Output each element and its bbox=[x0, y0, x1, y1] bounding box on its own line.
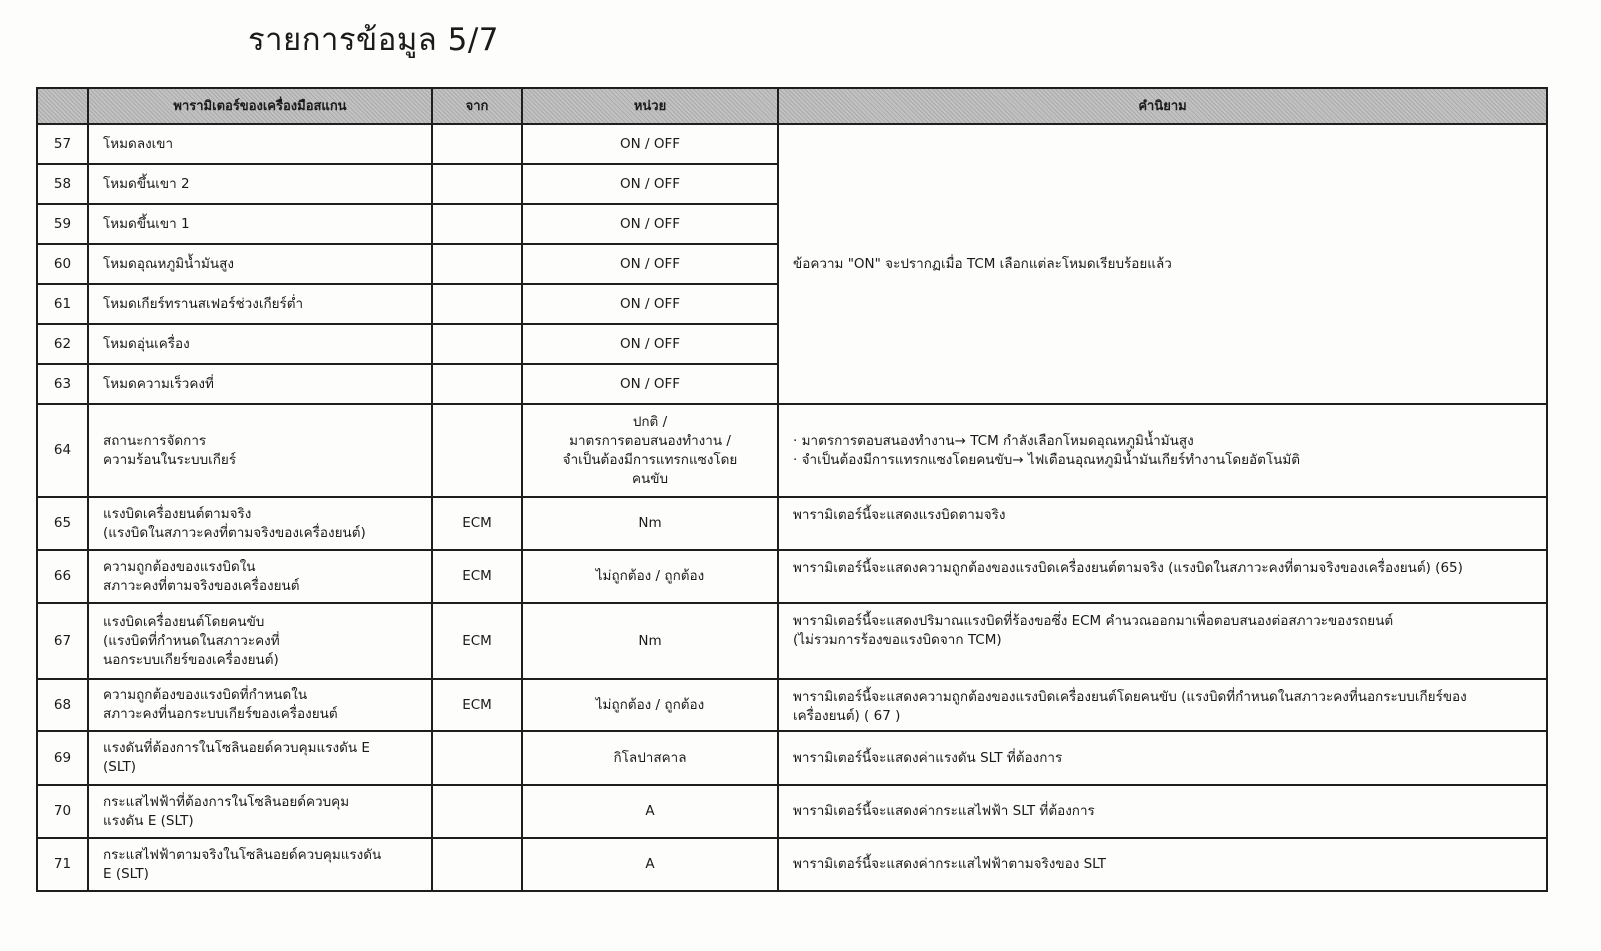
parameter-name bbox=[88, 204, 432, 244]
unit bbox=[522, 550, 778, 603]
parameter-name bbox=[88, 164, 432, 204]
text-line: ON / OFF bbox=[619, 175, 680, 192]
source: ECM bbox=[432, 550, 522, 603]
text-line: จำเป็นต้องมีการแทรกแซงโดย bbox=[562, 451, 738, 468]
table-row bbox=[37, 550, 1547, 603]
text-line: ความถูกต้องของแรงบิดใน bbox=[103, 558, 256, 575]
source bbox=[432, 204, 522, 244]
table-row bbox=[37, 603, 1547, 679]
definition bbox=[778, 838, 1547, 891]
page-title: รายการข้อมูล 5/7 bbox=[248, 22, 500, 58]
text-line: สถานะการจัดการ bbox=[103, 432, 207, 449]
text-line: มาตรการตอบสนองทำงาน / bbox=[569, 432, 731, 449]
text-line: พารามิเตอร์นี้จะแสดงค่าแรงดัน SLT ที่ต้องการ bbox=[793, 749, 1063, 766]
parameter-name bbox=[88, 244, 432, 284]
row-number: 58 bbox=[37, 164, 88, 204]
row-number: 62 bbox=[37, 324, 88, 364]
parameter-name bbox=[88, 497, 432, 550]
parameter-name bbox=[88, 124, 432, 164]
row-number: 64 bbox=[37, 404, 88, 497]
text-line: โหมดอุ่นเครื่อง bbox=[103, 335, 190, 352]
text-line: Nm bbox=[638, 632, 662, 649]
source: ECM bbox=[432, 603, 522, 679]
definition bbox=[778, 497, 1547, 550]
text-line: ไม่ถูกต้อง / ถูกต้อง bbox=[595, 696, 705, 713]
text-line: ปกติ / bbox=[632, 413, 668, 430]
row-number: 60 bbox=[37, 244, 88, 284]
table-row bbox=[37, 785, 1547, 838]
table-header-row bbox=[37, 88, 1547, 124]
table-row bbox=[37, 679, 1547, 731]
row-number: 65 bbox=[37, 497, 88, 550]
source bbox=[432, 124, 522, 164]
table-row bbox=[37, 731, 1547, 785]
bullet-item: · จำเป็นต้องมีการแทรกแซงโดยคนขับ→ ไฟเตือนอุณหภูมิน้ำมันเกียร์ทำงานโดยอัตโนมัติ bbox=[793, 451, 1532, 470]
definition: ข้อความ "ON" จะปรากฏเมื่อ TCM เลือกแต่ละโหมดเรียบร้อยแล้ว bbox=[778, 124, 1547, 404]
text-line: ON / OFF bbox=[619, 255, 680, 272]
text-line: สภาวะคงที่ตามจริงของเครื่องยนต์ bbox=[103, 577, 300, 594]
row-number: 63 bbox=[37, 364, 88, 404]
definition bbox=[778, 603, 1547, 679]
table-row bbox=[37, 124, 1547, 164]
text-line: พารามิเตอร์นี้จะแสดงค่ากระแสไฟฟ้า SLT ที่ต้องการ bbox=[793, 803, 1095, 819]
text-line: แรงบิดเครื่องยนต์ตามจริง bbox=[103, 505, 252, 522]
definition bbox=[778, 785, 1547, 838]
text-line: ON / OFF bbox=[619, 375, 680, 392]
definition-bullets bbox=[793, 432, 1532, 470]
unit bbox=[522, 679, 778, 731]
unit bbox=[522, 838, 778, 891]
row-number: 70 bbox=[37, 785, 88, 838]
unit bbox=[522, 364, 778, 404]
parameter-name bbox=[88, 284, 432, 324]
text-line: กระแสไฟฟ้าตามจริงในโซลินอยด์ควบคุมแรงดัน bbox=[103, 846, 382, 863]
text-line: โหมดลงเขา bbox=[103, 135, 174, 152]
parameter-name bbox=[88, 785, 432, 838]
parameter-name bbox=[88, 364, 432, 404]
unit bbox=[522, 404, 778, 497]
source bbox=[432, 284, 522, 324]
text-line: พารามิเตอร์นี้จะแสดงแรงบิดตามจริง bbox=[793, 507, 1006, 523]
text-line: นอกระบบเกียร์ของเครื่องยนต์) bbox=[103, 651, 279, 668]
table-row bbox=[37, 838, 1547, 891]
text-line: แรงบิดเครื่องยนต์โดยคนขับ bbox=[103, 613, 265, 630]
definition bbox=[778, 550, 1547, 603]
text-line: สภาวะคงที่นอกระบบเกียร์ของเครื่องยนต์ bbox=[103, 706, 338, 722]
row-number: 66 bbox=[37, 550, 88, 603]
text-line: พารามิเตอร์นี้จะแสดงความถูกต้องของแรงบิดเครื่องยนต์ตามจริง (แรงบิดในสภาวะคงที่ตามจริงของเครื่องยนต์) (65) bbox=[793, 560, 1463, 576]
row-number: 71 bbox=[37, 838, 88, 891]
text-line: โหมดขึ้นเขา 2 bbox=[103, 175, 190, 192]
unit bbox=[522, 324, 778, 364]
row-number: 69 bbox=[37, 731, 88, 785]
definition bbox=[778, 731, 1547, 785]
parameter-name bbox=[88, 550, 432, 603]
text-line: A bbox=[645, 803, 655, 819]
unit bbox=[522, 244, 778, 284]
text-line: (แรงบิดที่กำหนดในสภาวะคงที่ bbox=[103, 632, 280, 649]
text-line: แรงดัน E (SLT) bbox=[103, 812, 194, 829]
text-line: (ไม่รวมการร้องขอแรงบิดจาก TCM) bbox=[793, 632, 1002, 648]
text-line: พารามิเตอร์นี้จะแสดงปริมาณแรงบิดที่ร้องขอซึ่ง ECM คำนวณออกมาเพื่อตอบสนองต่อสภาวะของรถยนต์ bbox=[793, 613, 1394, 629]
row-number: 61 bbox=[37, 284, 88, 324]
text-line: (SLT) bbox=[103, 759, 137, 775]
parameter-name bbox=[88, 603, 432, 679]
header-parameter: พารามิเตอร์ของเครื่องมือสแกน bbox=[88, 88, 432, 124]
text-line: โหมดอุณหภูมิน้ำมันสูง bbox=[103, 255, 234, 272]
source bbox=[432, 404, 522, 497]
text-line: ON / OFF bbox=[619, 335, 680, 352]
row-number: 67 bbox=[37, 603, 88, 679]
unit bbox=[522, 284, 778, 324]
text-line: ON / OFF bbox=[619, 215, 680, 232]
text-line: ON / OFF bbox=[619, 295, 680, 312]
header-unit: หน่วย bbox=[522, 88, 778, 124]
text-line: แรงดันที่ต้องการในโซลินอยด์ควบคุมแรงดัน E bbox=[103, 740, 370, 756]
text-line: ความร้อนในระบบเกียร์ bbox=[103, 451, 237, 468]
parameter-name bbox=[88, 404, 432, 497]
definition bbox=[778, 404, 1547, 497]
source bbox=[432, 324, 522, 364]
row-number: 68 bbox=[37, 679, 88, 731]
source bbox=[432, 731, 522, 785]
parameter-name bbox=[88, 838, 432, 891]
parameter-name bbox=[88, 679, 432, 731]
unit bbox=[522, 124, 778, 164]
unit bbox=[522, 497, 778, 550]
text-line: พารามิเตอร์นี้จะแสดงความถูกต้องของแรงบิดเครื่องยนต์โดยคนขับ (แรงบิดที่กำหนดในสภาวะคงที่นอกระบบเกียร์ของ bbox=[793, 689, 1467, 705]
source bbox=[432, 164, 522, 204]
text-line: ไม่ถูกต้อง / ถูกต้อง bbox=[595, 568, 705, 584]
source bbox=[432, 364, 522, 404]
source bbox=[432, 785, 522, 838]
unit bbox=[522, 204, 778, 244]
parameter-name bbox=[88, 731, 432, 785]
text-line: โหมดขึ้นเขา 1 bbox=[103, 215, 190, 232]
data-list-table bbox=[36, 87, 1548, 892]
row-number: 59 bbox=[37, 204, 88, 244]
row-number: 57 bbox=[37, 124, 88, 164]
header-from: จาก bbox=[432, 88, 522, 124]
header-definition: คำนิยาม bbox=[778, 88, 1547, 124]
bullet-item: · มาตรการตอบสนองทำงาน→ TCM กำลังเลือกโหมดอุณหภูมิน้ำมันสูง bbox=[793, 432, 1532, 451]
text-line: เครื่องยนต์) ( 67 ) bbox=[793, 708, 901, 724]
text-line: โหมดความเร็วคงที่ bbox=[103, 375, 214, 392]
source: ECM bbox=[432, 679, 522, 731]
unit bbox=[522, 164, 778, 204]
definition bbox=[778, 679, 1547, 731]
text-line: E (SLT) bbox=[103, 865, 149, 882]
text-line: กิโลปาสคาล bbox=[613, 749, 687, 766]
text-line: (แรงบิดในสภาวะคงที่ตามจริงของเครื่องยนต์) bbox=[103, 524, 366, 541]
unit bbox=[522, 785, 778, 838]
text-line: Nm bbox=[638, 515, 662, 531]
header-number bbox=[37, 88, 88, 124]
table-row bbox=[37, 404, 1547, 497]
unit bbox=[522, 603, 778, 679]
parameter-name bbox=[88, 324, 432, 364]
source bbox=[432, 244, 522, 284]
source bbox=[432, 838, 522, 891]
source: ECM bbox=[432, 497, 522, 550]
table-row bbox=[37, 497, 1547, 550]
text-line: ความถูกต้องของแรงบิดที่กำหนดใน bbox=[103, 687, 308, 703]
text-line: พารามิเตอร์นี้จะแสดงค่ากระแสไฟฟ้าตามจริงของ SLT bbox=[793, 856, 1107, 872]
text-line: กระแสไฟฟ้าที่ต้องการในโซลินอยด์ควบคุม bbox=[103, 793, 350, 810]
text-line: ON / OFF bbox=[619, 135, 680, 152]
text-line: คนขับ bbox=[631, 470, 669, 487]
text-line: A bbox=[645, 856, 655, 872]
text-line: โหมดเกียร์ทรานสเฟอร์ช่วงเกียร์ต่ำ bbox=[103, 295, 304, 312]
unit bbox=[522, 731, 778, 785]
